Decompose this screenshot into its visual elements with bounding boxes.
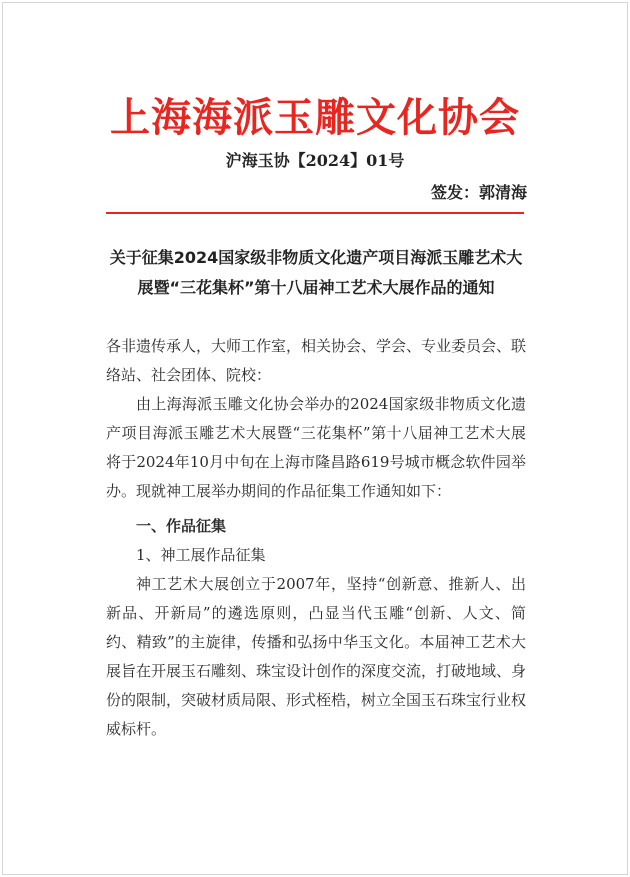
signer: 签发：郭清海 bbox=[430, 183, 527, 202]
section-heading: 一、作品征集 bbox=[136, 517, 227, 535]
body-paragraph: 神工艺术大展创立于2007年，坚持“创新意、推新人、出新品、开新局”的遴选原则，凸显当代玉雕“创新、人文、简约、精致”的主旋律，传播和弘扬中华玉文化。本届神工艺术大展旨在开展玉石雕刻、珠宝设计创作的深度交流，打破地域、身份的限制，突破材质局限、形式桎梏，树立全国玉石珠宝行业权威标杆。 bbox=[106, 575, 527, 738]
red-divider bbox=[106, 212, 524, 214]
salutation: 各非遗传承人，大师工作室，相关协会、学会、专业委员会、联络站、社会团体、院校： bbox=[106, 337, 527, 384]
organization-title: 上海海派玉雕文化协会 bbox=[110, 94, 520, 141]
intro-paragraph: 由上海海派玉雕文化协会举办的2024国家级非物质文化遗产项目海派玉雕艺术大展暨“三花集杯”第十八届神工艺术大展将于2024年10月中旬在上海市隆昌路619号城市概念软件园举办。现就神工展举办期间的作品征集工作通知如下： bbox=[106, 395, 526, 500]
subsection-heading: 1、神工展作品征集 bbox=[136, 546, 266, 564]
notice-title bbox=[100, 243, 532, 303]
document-number: 沪海玉协【2024】01号 bbox=[225, 151, 405, 170]
document-body bbox=[106, 332, 526, 744]
notice-title-line-1: 关于征集2024国家级非物质文化遗产项目海派玉雕艺术大 bbox=[109, 248, 523, 267]
notice-title-line-2: 展暨“三花集杯”第十八届神工艺术大展作品的通知 bbox=[137, 278, 495, 297]
